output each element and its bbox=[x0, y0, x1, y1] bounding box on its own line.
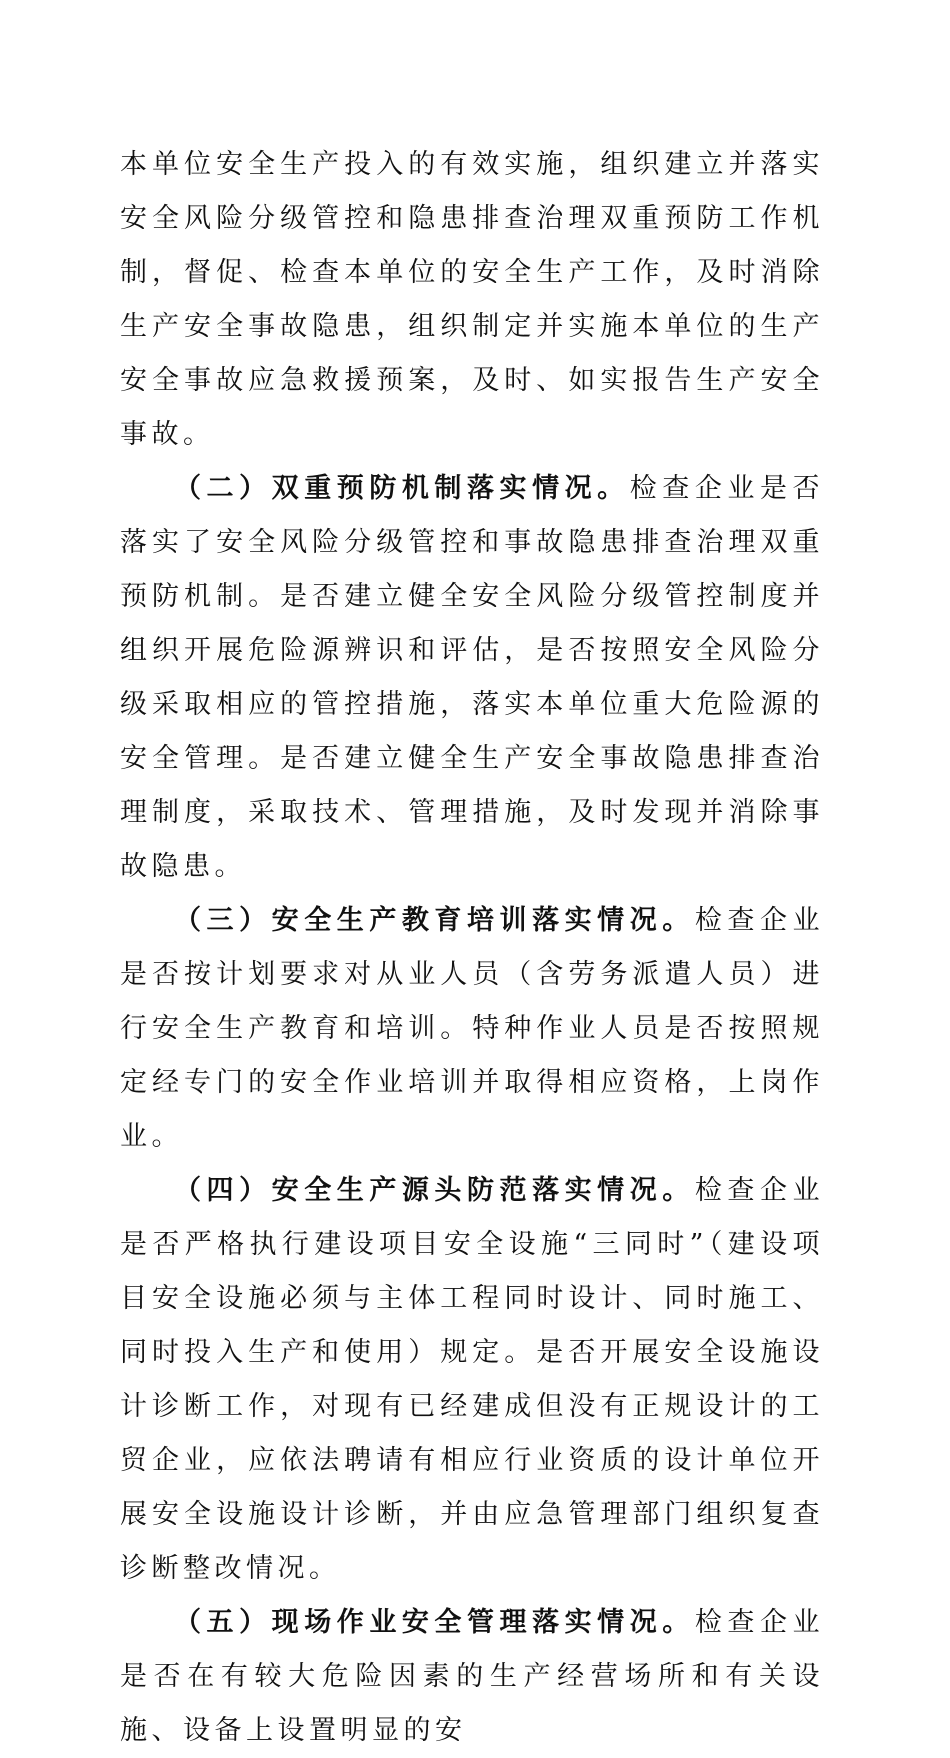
paragraph-body: 本单位安全生产投入的有效实施，组织建立并落实安全风险分级管控和隐患排查治理双重预防工作机制，督促、检查本单位的安全生产工作，及时消除生产安全事故隐患，组织制定并实施本单位的生产安全事故应急救援预案，及时、如实报告生产安全事故。 bbox=[120, 149, 824, 450]
paragraph-body: 检查企业是否在有较大危险因素的生产经营场所和有关设施、设备上设置明显的安 bbox=[120, 1607, 825, 1746]
paragraph-dual-prevention bbox=[120, 462, 824, 894]
paragraph-source-prevention bbox=[120, 1164, 824, 1596]
section-heading: （四）安全生产源头防范落实情况。 bbox=[174, 1175, 695, 1206]
document-body bbox=[120, 138, 824, 1758]
section-heading: （二）双重预防机制落实情况。 bbox=[174, 473, 630, 504]
paragraph-site-operations bbox=[120, 1596, 824, 1758]
paragraph-body: 检查企业是否落实了安全风险分级管控和事故隐患排查治理双重预防机制。是否建立健全安全风险分级管控制度并组织开展危险源辨识和评估，是否按照安全风险分级采取相应的管控措施，落实本单位重大危险源的安全管理。是否建立健全生产安全事故隐患排查治理制度，采取技术、管理措施，及时发现并消除事故隐患。 bbox=[120, 473, 825, 882]
paragraph-body: 检查企业是否按计划要求对从业人员（含劳务派遣人员）进行安全生产教育和培训。特种作业人员是否按照规定经专门的安全作业培训并取得相应资格，上岗作业。 bbox=[120, 905, 825, 1152]
paragraph-training bbox=[120, 894, 824, 1164]
paragraph-body: 检查企业是否严格执行建设项目安全设施“三同时”（建设项目安全设施必须与主体工程同时设计、同时施工、同时投入生产和使用）规定。是否开展安全设施设计诊断工作，对现有已经建成但没有正规设计的工贸企业，应依法聘请有相应行业资质的设计单位开展安全设施设计诊断，并由应急管理部门组织复查诊断整改情况。 bbox=[120, 1175, 825, 1584]
section-heading: （五）现场作业安全管理落实情况。 bbox=[174, 1607, 695, 1638]
paragraph-continuation bbox=[120, 138, 824, 462]
section-heading: （三）安全生产教育培训落实情况。 bbox=[174, 905, 695, 936]
